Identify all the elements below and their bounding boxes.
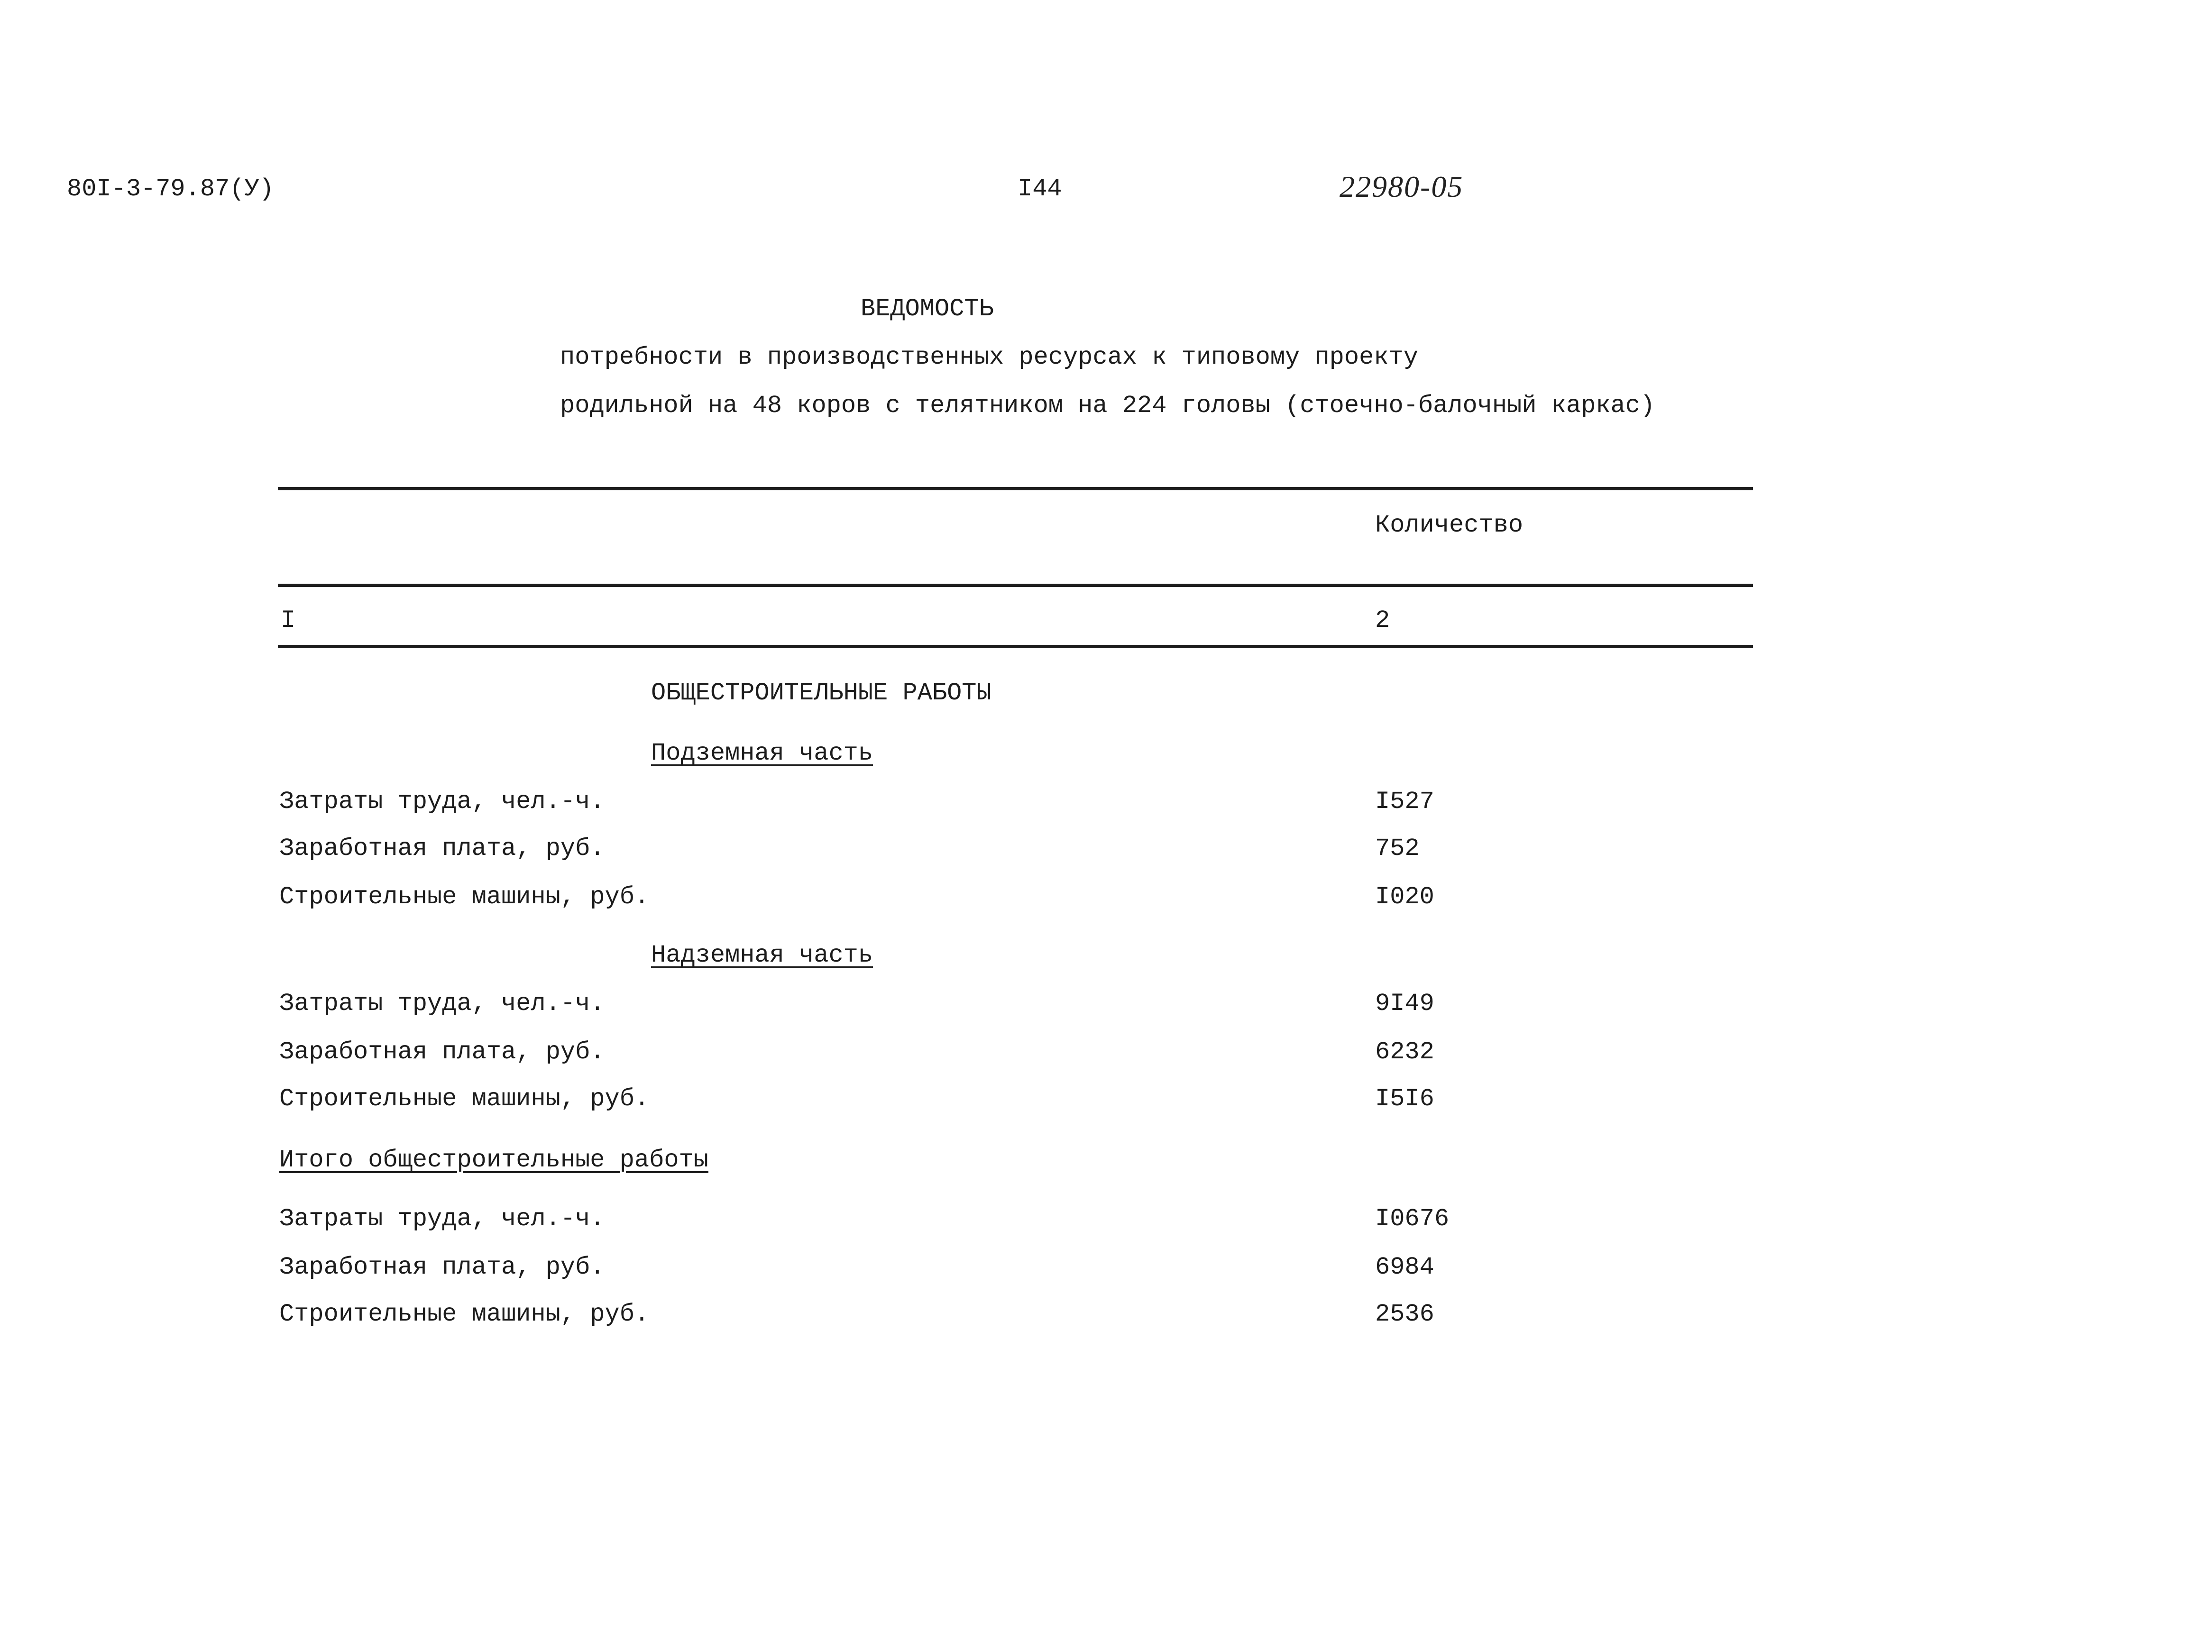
section-title: ОБЩЕСТРОИТЕЛЬНЫЕ РАБОТЫ: [651, 679, 991, 707]
document-heading: ВЕДОМОСТЬ: [861, 295, 994, 323]
table-row: [0, 789, 2212, 814]
table-row: [0, 1302, 2212, 1327]
row-label: Заработная плата, руб.: [279, 1038, 605, 1066]
group-title: Надземная часть: [651, 941, 873, 969]
document-subtitle-line-1: потребности в производственных ресурсах к типовому проекту: [560, 343, 1418, 371]
column-number-1: I: [281, 606, 296, 634]
row-value: I5I6: [1375, 1085, 1434, 1113]
table-row: [0, 991, 2212, 1016]
table-rule-top: [278, 487, 1753, 490]
row-label: Строительные машины, руб.: [279, 883, 650, 911]
table-rule-middle: [278, 584, 1753, 587]
row-label: Затраты труда, чел.-ч.: [279, 1205, 605, 1233]
row-label: Строительные машины, руб.: [279, 1300, 650, 1328]
row-value: 9I49: [1375, 990, 1434, 1018]
group-title: Подземная часть: [651, 739, 873, 767]
row-value: 2536: [1375, 1300, 1434, 1328]
table-row: [0, 836, 2212, 861]
row-value: 752: [1375, 835, 1420, 863]
row-label: Затраты труда, чел.-ч.: [279, 990, 605, 1018]
row-label: Заработная плата, руб.: [279, 835, 605, 863]
table-row: [0, 1087, 2212, 1111]
row-value: 6232: [1375, 1038, 1434, 1066]
page-number: I44: [1018, 175, 1062, 203]
row-value: 6984: [1375, 1253, 1434, 1281]
table-row: [0, 1207, 2212, 1231]
table-row: [0, 885, 2212, 909]
row-value: I0676: [1375, 1205, 1450, 1233]
doc-code: 80I-3-79.87(У): [67, 175, 274, 203]
column-number-2: 2: [1375, 606, 1390, 634]
column-header-quantity: Количество: [1375, 511, 1524, 539]
row-value: I020: [1375, 883, 1434, 911]
document-subtitle-line-2: родильной на 48 коров с телятником на 224 головы (стоечно-балочный каркас): [560, 392, 1655, 420]
table-rule-bottom: [278, 645, 1753, 648]
inventory-number: 22980-05: [1340, 170, 1464, 203]
row-label: Строительные машины, руб.: [279, 1085, 650, 1113]
table-row: [0, 1040, 2212, 1065]
row-value: I527: [1375, 788, 1434, 816]
row-label: Затраты труда, чел.-ч.: [279, 788, 605, 816]
table-row: [0, 1255, 2212, 1280]
row-label: Заработная плата, руб.: [279, 1253, 605, 1281]
group-title: Итого общестроительные работы: [279, 1146, 708, 1174]
